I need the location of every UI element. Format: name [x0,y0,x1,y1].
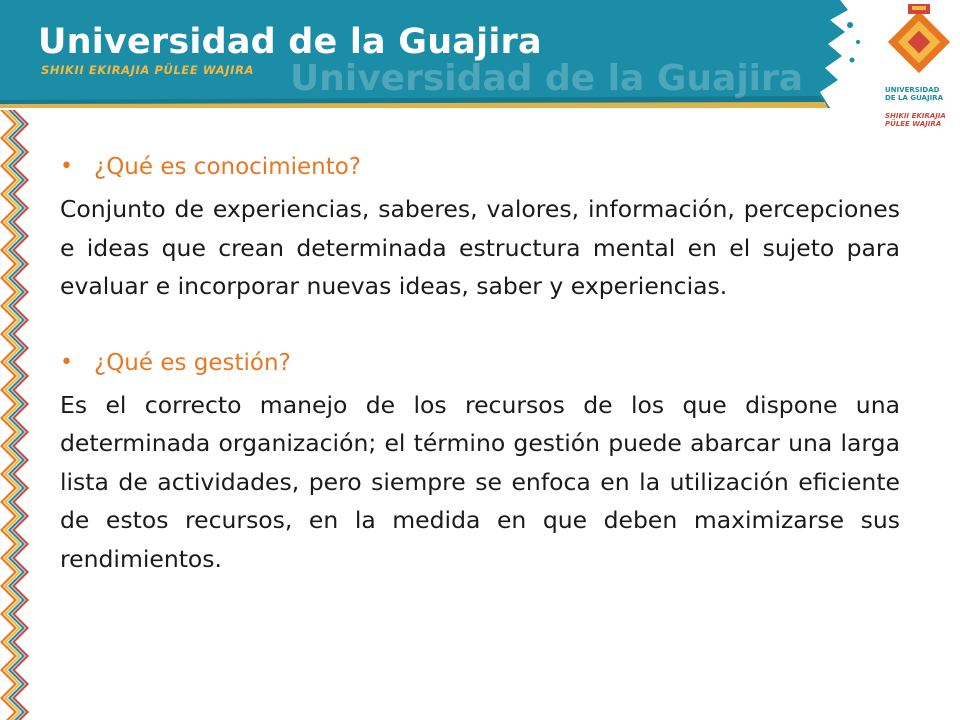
logo-name-line2: DE LA GUAJIRA [885,94,943,102]
logo-name [885,86,960,102]
logo-name-line1: UNIVERSIDAD [885,86,940,94]
logo-sub-line1: SHIKII EKIRAJIA [885,112,946,120]
logo-sub-line2: PÜLEE WAJIRA [885,120,942,128]
bullet-question-2 [60,346,900,380]
slide-content [60,150,900,578]
page-subtitle: SHIKII EKIRAJIA PÜLEE WAJIRA [41,63,255,77]
bullet-icon: • [60,154,73,179]
question-1: ¿Qué es conocimiento? [94,154,362,180]
answer-2: Es el correcto manejo de los recursos de los que dispone una determinada organización; el término gestión puede abarcar una larga lista de actividades, pero siempre se enfoca en la utilización eficiente de estos recursos, en la medida en que deben maximizarse sus rendimientos. [60,390,900,573]
bullet-icon: • [60,349,73,375]
answer-1: Conjunto de experiencias, saberes, valores, información, percepciones e ideas que crean determinada estructura mental en el sujeto para evaluar e incorporar nuevas ideas, saber y experiencias. [60,195,900,300]
banner-watermark-title: Universidad de la Guajira [290,58,804,99]
decorative-border-pattern [0,110,42,720]
logo-subtitle [885,112,960,128]
question-2: ¿Qué es gestión? [94,349,291,376]
bullet-question-1 [60,150,900,184]
header-banner [0,0,960,135]
page-title: Universidad de la Guajira [38,22,542,62]
